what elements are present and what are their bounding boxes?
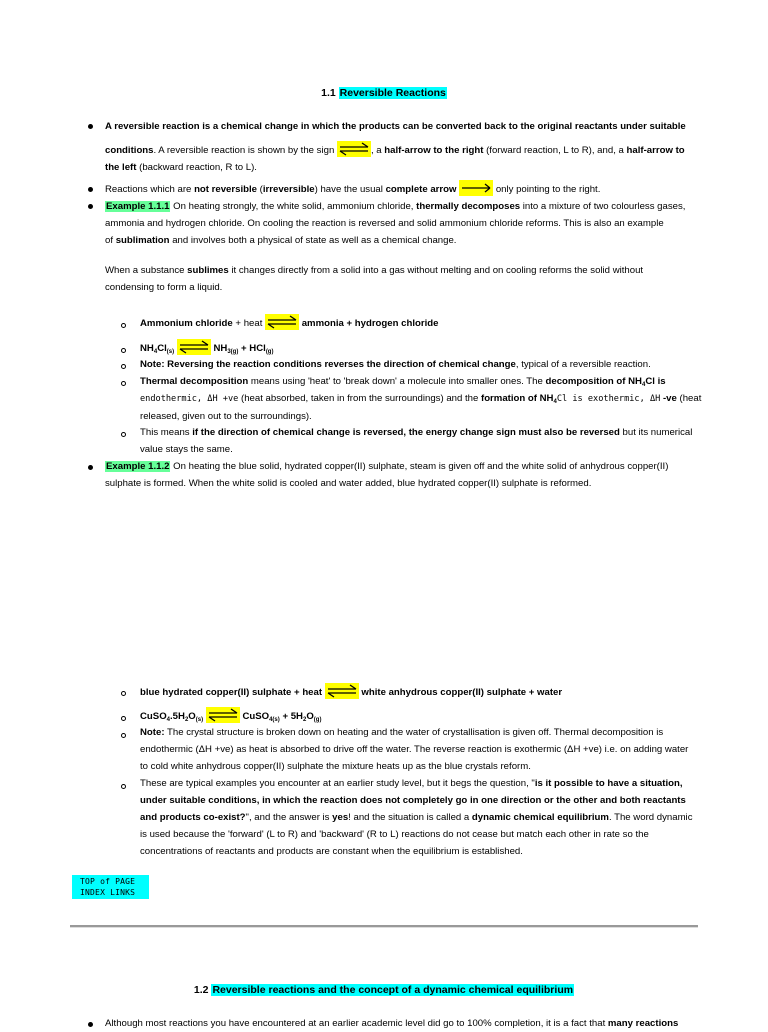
example-label: Example 1.1.1: [106, 201, 170, 212]
text: it changes directly from a solid into a gas without melting and on cooling reforms the solid without: [231, 265, 644, 276]
bold-text: and products co-exist?: [140, 812, 246, 823]
bullet-icon: [88, 204, 93, 209]
section-heading-1-1: [0, 85, 768, 102]
bold-text: not reversible: [194, 184, 257, 195]
circle-bullet-icon: [121, 784, 126, 789]
bold-text: under suitable conditions, in which the reaction does not completely go in one direction or the other and both reactants: [140, 795, 686, 806]
bullet-icon: [88, 187, 93, 192]
note-crystal-structure: [140, 724, 705, 775]
circle-bullet-icon: [121, 364, 126, 369]
equation-ammonium-chloride: [140, 314, 700, 332]
section-title-link[interactable]: Reversible reactions and the concept of a dynamic chemical equilibrium: [212, 984, 574, 996]
subscript: 2: [302, 717, 307, 723]
text: This means: [140, 427, 190, 438]
text: means using 'heat' to 'break down' a molecule into smaller ones. The: [250, 376, 543, 387]
right-arrow-icon: [459, 180, 493, 196]
text-line: ammonia and hydrogen chloride. On cooling the reaction is reversed and solid ammonium chloride reforms. This is also an example: [105, 218, 664, 229]
equation-copper-sulphate-words: [140, 683, 700, 701]
equilibrium-arrow-icon: [206, 707, 240, 723]
section-title-link[interactable]: Reversible Reactions: [339, 87, 446, 99]
bold-text: the left: [105, 162, 137, 173]
subscript: 2: [184, 717, 189, 723]
text: On heating the blue solid, hydrated copper(II) sulphate, steam is given off and the white solid of anhydrous copper(II): [173, 461, 669, 472]
section-number: 1.2: [193, 984, 209, 996]
bold-text: decomposition of NH: [545, 376, 642, 387]
subscript: (s): [195, 717, 204, 723]
bold-text: ammonia + hydrogen chloride: [301, 318, 439, 329]
bold-text: Note: Reversing the reaction conditions reverses the direction of chemical change: [140, 359, 516, 370]
subscript: 4: [166, 717, 170, 723]
text: , a: [370, 145, 382, 156]
text: ", and the answer is: [245, 812, 330, 823]
formula-text: .5H: [170, 711, 185, 722]
text: , typical of a reversible reaction.: [515, 359, 651, 370]
definition-text: A reversible reaction is a chemical change in which the products can be converted back to the original reactants under suitable: [105, 121, 686, 132]
bold-text: thermally decomposes: [416, 201, 521, 212]
text-line: to cold white anhydrous copper(II) sulphate the mixture heats up as the blue crystals reform.: [140, 761, 531, 772]
paragraph-sublimes: [105, 262, 705, 296]
bold-text: half-arrow to the right: [384, 145, 484, 156]
bold-text: irreversible: [262, 184, 315, 195]
bold-text: white anhydrous copper(II) sulphate + water: [361, 687, 563, 698]
text: of: [105, 235, 114, 246]
note-thermal-decomposition: [140, 373, 705, 425]
bold-text: yes: [332, 812, 349, 823]
bold-text: if the direction of chemical change is reversed, the energy change sign must also be reversed: [192, 427, 620, 438]
equation-copper-sulphate-formula: [140, 707, 700, 725]
text: On heating strongly, the white solid, ammonium chloride,: [173, 201, 414, 212]
circle-bullet-icon: [121, 432, 126, 437]
mono-text: endothermic: [140, 394, 197, 404]
circle-bullet-icon: [121, 716, 126, 721]
subscript: 4: [641, 382, 646, 388]
formula-text: NH: [140, 343, 154, 354]
formula-text: NH: [213, 343, 228, 354]
formula-text: O: [306, 711, 314, 722]
text: . A reversible reaction is shown by the sign: [153, 145, 335, 156]
equilibrium-arrow-icon: [325, 683, 359, 699]
bold-text: Thermal decomposition: [140, 376, 249, 387]
note-reversing-conditions: [140, 356, 705, 373]
circle-bullet-icon: [121, 381, 126, 386]
subscript: (g): [313, 717, 322, 723]
bold-text: complete arrow: [385, 184, 457, 195]
paragraph-reversible-definition: [105, 118, 705, 176]
bold-text: many reactions: [607, 1018, 679, 1029]
bold-text: Cl is: [645, 376, 666, 387]
bold-text: Ammonium chloride: [140, 318, 233, 329]
text: only pointing to the right.: [495, 184, 601, 195]
subscript: 4: [553, 399, 557, 405]
bold-text: sublimation: [115, 235, 170, 246]
formula-text: + HCl: [241, 343, 266, 354]
text: The crystal structure is broken down on heating and the water of crystallisation is given off. Thermal decomposition is: [167, 727, 664, 738]
formula-text: Cl: [157, 343, 167, 354]
circle-bullet-icon: [121, 733, 126, 738]
bold-text: half-arrow to: [626, 145, 685, 156]
text-line: is used because the 'forward' (L to R) and 'backward' (R to L) reactions do not cease but match each other in rate so the: [140, 829, 649, 840]
text: These are typical examples you encounter at an earlier study level, but it begs the question, ": [140, 778, 535, 789]
formula-text: CuSO: [242, 711, 270, 722]
text: (: [259, 184, 263, 195]
note-energy-sign: [140, 424, 705, 458]
text: (heat: [679, 393, 702, 404]
paragraph-example-1-1-2: [105, 458, 705, 492]
subscript: 4(s): [269, 717, 280, 723]
text: (backward reaction, R to L).: [139, 162, 257, 173]
section-number: 1.1: [321, 87, 336, 99]
section-heading-1-2: [0, 982, 768, 999]
paragraph-irreversible: [105, 180, 705, 198]
formula-text: O: [188, 711, 196, 722]
text-line: released, given out to the surroundings).: [140, 411, 312, 422]
bullet-icon: [88, 124, 93, 129]
subscript: (s): [166, 349, 175, 355]
paragraph-example-1-1-1: [105, 198, 705, 249]
bold-text: blue hydrated copper(II) sulphate + heat: [140, 687, 323, 698]
equilibrium-arrow-icon: [177, 339, 211, 355]
formula-text: + 5H: [282, 711, 303, 722]
equation-nh4cl-formula: [140, 339, 700, 357]
text: and involves both a physical of state as well as a chemical change.: [172, 235, 457, 246]
top-index-links-box: [72, 875, 149, 899]
subscript: 3(g): [227, 349, 239, 355]
text-line: condensing to form a liquid.: [105, 282, 223, 293]
equilibrium-arrow-icon: [265, 314, 299, 330]
section-divider: [70, 925, 698, 928]
text: . The word dynamic: [608, 812, 693, 823]
text: When a substance: [105, 265, 185, 276]
text: + heat: [235, 318, 263, 329]
text: ) have the usual: [314, 184, 383, 195]
text: Although most reactions you have encountered at an earlier academic level did go to 100% completion, it is a fact that: [105, 1018, 606, 1029]
top-of-page-link[interactable]: TOP of PAGE: [80, 877, 136, 886]
subscript: (g): [265, 349, 274, 355]
text-line: sulphate is formed. When the white solid is cooled and water added, blue hydrated copper(II) sulphate is reformed.: [105, 478, 592, 489]
text-line: value stays the same.: [140, 444, 233, 455]
note-dynamic-equilibrium: [140, 775, 705, 860]
circle-bullet-icon: [121, 348, 126, 353]
subscript: 4: [153, 349, 158, 355]
bullet-icon: [88, 465, 93, 470]
example-label: Example 1.1.2: [106, 461, 170, 472]
bold-text: dynamic chemical equilibrium: [471, 812, 609, 823]
formula-text: CuSO: [140, 711, 167, 722]
text: ! and the situation is called a: [348, 812, 470, 823]
bold-text: is it possible to have a situation,: [534, 778, 683, 789]
text: Reactions which are: [105, 184, 192, 195]
text: into a mixture of two colourless gases,: [522, 201, 686, 212]
bold-text: conditions: [105, 145, 154, 156]
mono-text: , ΔH +ve: [196, 394, 239, 404]
bullet-icon: [88, 1022, 93, 1027]
circle-bullet-icon: [121, 323, 126, 328]
text-line: endothermic (ΔH +ve) as heat is absorbed to drive off the water. The reverse reaction is exothermic (ΔH +ve) i.e. on adding water: [140, 744, 689, 755]
bold-text: formation of NH: [481, 393, 554, 404]
text: (forward reaction, L to R), and, a: [486, 145, 624, 156]
circle-bullet-icon: [121, 691, 126, 696]
bold-text: Note:: [140, 727, 165, 738]
text-line: concentrations of reactants and products are constant when the equilibrium is established.: [140, 846, 523, 857]
equilibrium-arrow-icon: [337, 141, 371, 157]
text: but its numerical: [622, 427, 693, 438]
index-links-link[interactable]: INDEX LINKS: [80, 888, 136, 897]
mono-text: Cl is exothermic, ΔH: [556, 394, 661, 404]
bold-text: sublimes: [187, 265, 229, 276]
bold-text: -ve: [662, 393, 677, 404]
text: (heat absorbed, taken in from the surroundings) and the: [241, 393, 479, 404]
